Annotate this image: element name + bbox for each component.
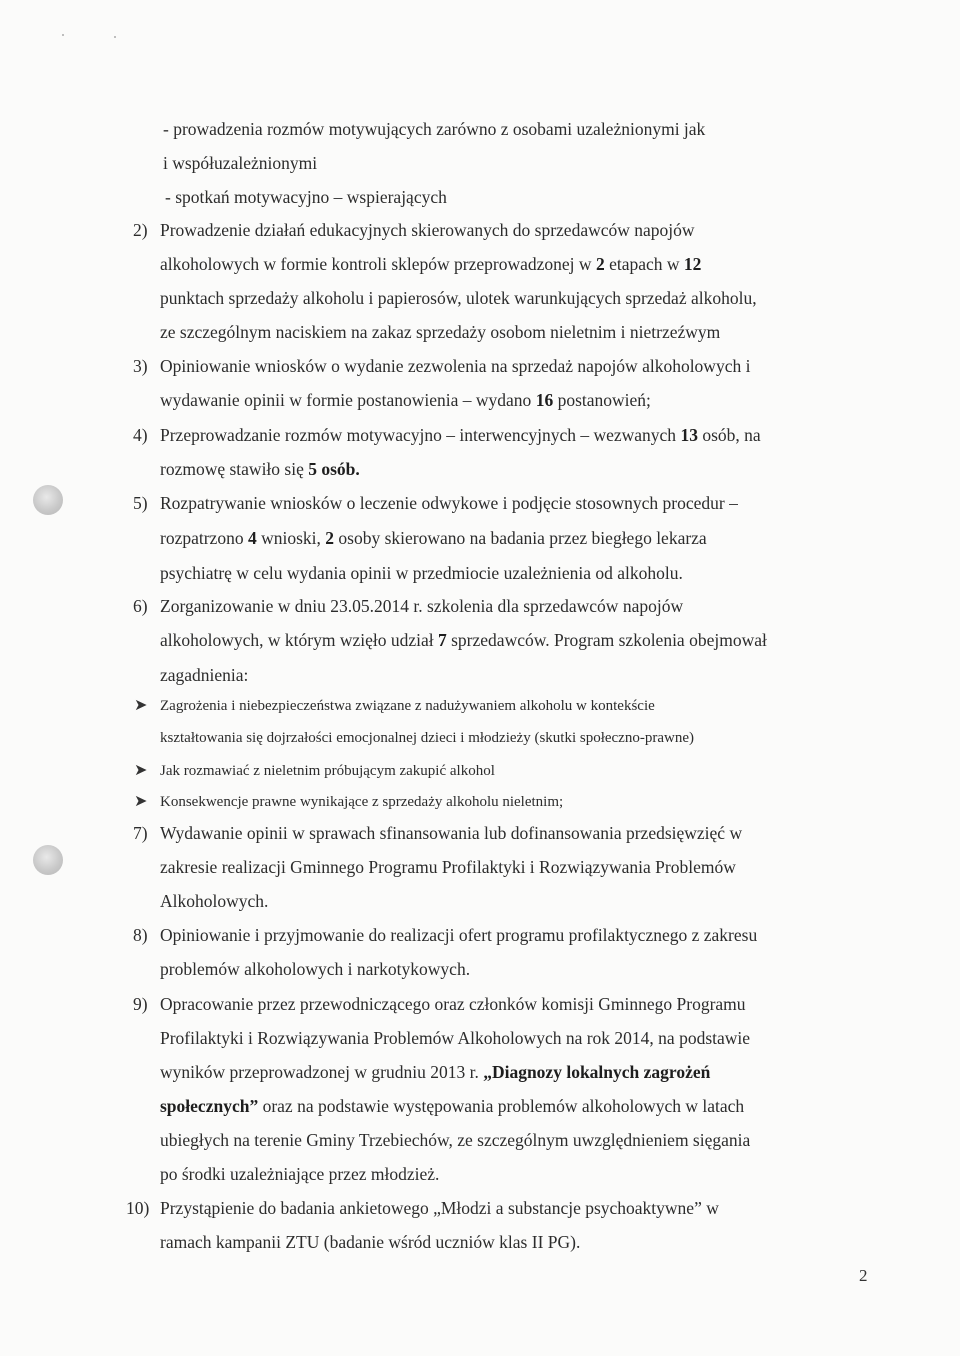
item-line: wyników przeprowadzonej w grudniu 2013 r. „Diagnozy lokalnych zagrożeń bbox=[160, 1062, 711, 1082]
item-line: Profilaktyki i Rozwiązywania Problemów Alkoholowych na rok 2014, na podstawie bbox=[160, 1028, 751, 1048]
item-line: Przystąpienie do badania ankietowego „Młodzi a substancje psychoaktywne” w bbox=[160, 1198, 719, 1218]
item-line: Alkoholowych. bbox=[160, 891, 269, 911]
arrow-bullet-icon: ➤ bbox=[134, 697, 148, 714]
scan-speck bbox=[114, 36, 116, 38]
item-line: punktach sprzedaży alkoholu i papierosów, ulotek warunkujących sprzedaż alkoholu, bbox=[160, 288, 757, 308]
item-line: ubiegłych na terenie Gminy Trzebiechów, ze szczególnym uwzględnieniem sięgania bbox=[160, 1130, 751, 1150]
item-line: zakresie realizacji Gminnego Programu Profilaktyki i Rozwiązywania Problemów bbox=[160, 857, 736, 877]
item-line: Opracowanie przez przewodniczącego oraz członków komisji Gminnego Programu bbox=[160, 994, 746, 1014]
scan-speck bbox=[62, 34, 64, 36]
item-number: 10) bbox=[126, 1198, 150, 1218]
item-number: 3) bbox=[133, 356, 148, 376]
item-number: 5) bbox=[133, 493, 148, 513]
intro-line: i współuzależnionymi bbox=[163, 153, 318, 173]
item-number: 4) bbox=[133, 425, 148, 445]
page-number: 2 bbox=[859, 1266, 868, 1285]
item-line: rozpatrzono 4 wnioski, 2 osoby skierowano na badania przez biegłego lekarza bbox=[160, 528, 707, 548]
item-line: ramach kampanii ZTU (badanie wśród uczniów klas II PG). bbox=[160, 1232, 581, 1252]
item-number: 7) bbox=[133, 823, 148, 843]
item-line: problemów alkoholowych i narkotykowych. bbox=[160, 959, 471, 979]
item-line: alkoholowych w formie kontroli sklepów przeprowadzonej w 2 etapach w 12 bbox=[160, 254, 702, 274]
item-line: Prowadzenie działań edukacyjnych skierowanych do sprzedawców napojów bbox=[160, 220, 695, 240]
bullet-line: Konsekwencje prawne wynikające z sprzedaży alkoholu nieletnim; bbox=[160, 794, 564, 810]
item-line: Wydawanie opinii w sprawach sfinansowania lub dofinansowania przedsięwzięć w bbox=[160, 823, 743, 843]
item-line: Przeprowadzanie rozmów motywacyjno – interwencyjnych – wezwanych 13 osób, na bbox=[160, 425, 761, 445]
item-number: 9) bbox=[133, 994, 148, 1014]
bullet-line: Jak rozmawiać z nieletnim próbującym zakupić alkohol bbox=[160, 763, 495, 779]
item-number: 2) bbox=[133, 220, 148, 240]
item-line: Rozpatrywanie wniosków o leczenie odwykowe i podjęcie stosownych procedur – bbox=[160, 493, 738, 513]
arrow-bullet-icon: ➤ bbox=[134, 762, 148, 779]
bullet-line: kształtowania się dojrzałości emocjonalnej dzieci i młodzieży (skutki społeczno-prawne) bbox=[160, 730, 694, 746]
arrow-bullet-icon: ➤ bbox=[134, 793, 148, 810]
punch-hole-top bbox=[33, 485, 63, 515]
item-line: Opiniowanie i przyjmowanie do realizacji ofert programu profilaktycznego z zakresu bbox=[160, 925, 758, 945]
punch-hole-bottom bbox=[33, 845, 63, 875]
item-line: alkoholowych, w którym wzięło udział 7 sprzedawców. Program szkolenia obejmował bbox=[160, 630, 767, 650]
item-line: społecznych” oraz na podstawie występowania problemów alkoholowych w latach bbox=[160, 1096, 745, 1116]
item-line: psychiatrę w celu wydania opinii w przedmiocie uzależnienia od alkoholu. bbox=[160, 563, 683, 583]
item-number: 6) bbox=[133, 596, 148, 616]
item-line: Opiniowanie wniosków o wydanie zezwolenia na sprzedaż napojów alkoholowych i bbox=[160, 356, 751, 376]
bullet-line: Zagrożenia i niebezpieczeństwa związane z nadużywaniem alkoholu w kontekście bbox=[160, 698, 655, 714]
intro-line: - prowadzenia rozmów motywujących zarówno z osobami uzależnionymi jak bbox=[163, 119, 706, 139]
item-line: ze szczególnym naciskiem na zakaz sprzedaży osobom nieletnim i nietrzeźwym bbox=[160, 322, 721, 342]
item-line: zagadnienia: bbox=[160, 665, 249, 685]
item-line: po środki uzależniające przez młodzież. bbox=[160, 1164, 440, 1184]
item-line: Zorganizowanie w dniu 23.05.2014 r. szkolenia dla sprzedawców napojów bbox=[160, 596, 684, 616]
item-line: wydawanie opinii w formie postanowienia – wydano 16 postanowień; bbox=[160, 390, 651, 410]
intro-line: - spotkań motywacyjno – wspierających bbox=[165, 187, 447, 207]
item-number: 8) bbox=[133, 925, 148, 945]
item-line: rozmowę stawiło się 5 osób. bbox=[160, 459, 360, 479]
